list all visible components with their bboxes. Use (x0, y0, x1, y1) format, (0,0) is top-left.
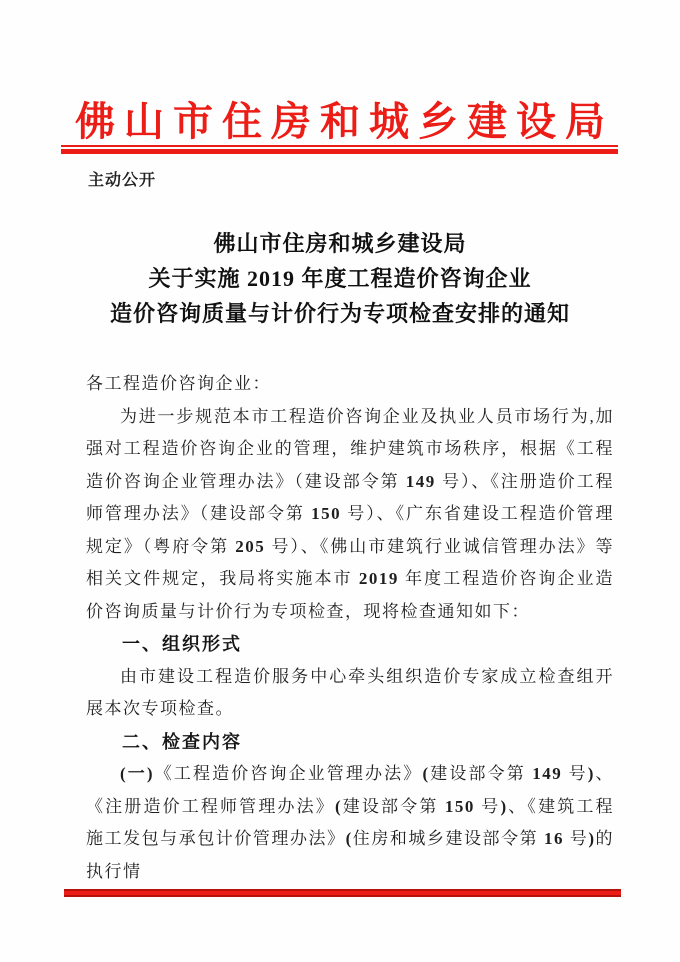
agency-title: 佛山市住房和城乡建设局 (75, 99, 614, 144)
disclosure-label: 主动公开 (88, 172, 157, 189)
footer-rule (64, 889, 621, 897)
body-paragraph: 由市建设工程造价服务中心牵头组织造价专家成立检查组开展本次专项检查。 (86, 666, 614, 718)
agency-masthead (0, 90, 680, 147)
masthead-double-rule (61, 145, 618, 154)
section-heading: 一、组织形式 (122, 634, 242, 654)
document-title-line-3: 造价咨询质量与计价行为专项检查安排的通知 (109, 301, 570, 326)
footer-rule-edge-bottom (64, 895, 621, 897)
document-body (86, 368, 614, 888)
body-paragraph: 各工程造价咨询企业： (86, 374, 271, 393)
body-paragraph: (一)《工程造价咨询企业管理办法》(建设部令第 149 号)、《注册造价工程师管理办法》(建设部令第 150 号)、《建筑工程施工发包与承包计价管理办法》(住房和城乡建设部令第 16 号)的执行情 (86, 764, 615, 881)
masthead-rule-thick (61, 149, 618, 154)
body-paragraph: 为进一步规范本市工程造价咨询企业及执业人员市场行为,加强对工程造价咨询企业的管理，维护建筑市场秩序，根据《工程造价咨询企业管理办法》（建设部令第 149 号）、《注册造价工程师管理办法》（建设部令第 150 号）、《广东省建设工程造价管理规定》（粤府令第 205 号）、《佛山市建筑行业诚信管理办法》等相关文件规定，我局将实施本市 2019 年度工程造价咨询企业造价咨询质量与计价行为专项检查，现将检查通知如下： (86, 406, 615, 621)
document-title-line-1: 佛山市住房和城乡建设局 (213, 231, 467, 256)
document-title (0, 226, 680, 331)
document-title-line-2: 关于实施 2019 年度工程造价咨询企业 (148, 266, 532, 291)
section-heading: 二、检查内容 (122, 731, 242, 752)
